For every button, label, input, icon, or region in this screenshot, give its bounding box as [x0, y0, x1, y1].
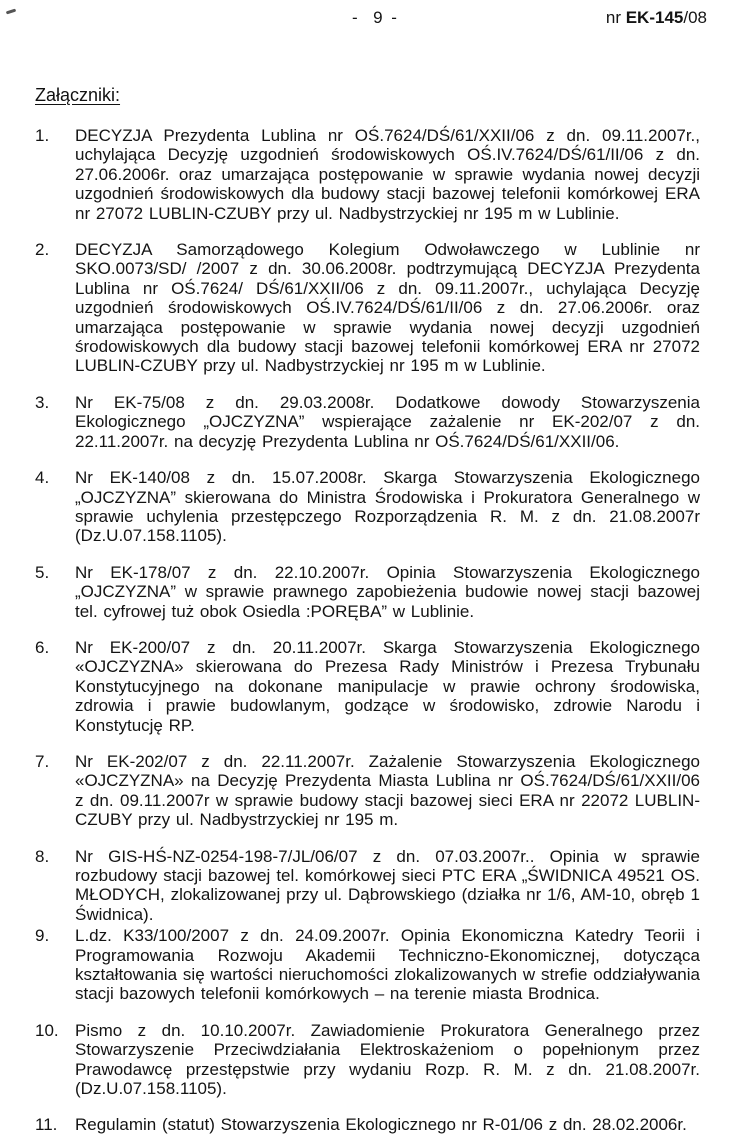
attachment-number: 4.	[35, 468, 50, 488]
attachment-item	[35, 126, 700, 223]
document-number-prefix: nr	[605, 8, 626, 27]
attachment-text: Nr EK-200/07 z dn. 20.11.2007r. Skarga Stowarzyszenia Ekologicznego «OJCZYZNA» skierowana do Prezesa Rady Ministrów i Prezesa Trybunału Konstytucyjnego na dokonane manipulacje w prawie ochrony środowiska, zdrowia i prawie budowlanym, godzące w środowisko, zdrowie Narodu i Konstytucję RP.	[75, 637, 700, 735]
document-number-bold: EK-145	[625, 8, 684, 27]
attachment-text: DECYZJA Prezydenta Lublina nr OŚ.7624/DŚ/61/XXII/06 z dn. 09.11.2007r., uchylająca Decyzję uzgodnień środowiskowych OŚ.IV.7624/DŚ/61/II/06 z dn. 27.06.2006r. oraz umarzająca postępowanie w sprawie wydania nowej decyzji uzgodnień środowiskowych dla budowy stacji bazowej telefonii komórkowej ERA nr 27072 LUBLIN-CZUBY przy ul. Nadbystrzyckiej nr 195 m w Lublinie.	[75, 126, 700, 223]
attachments-heading: Załączniki:	[35, 85, 121, 105]
attachment-number: 11.	[35, 1115, 58, 1135]
attachment-item	[35, 563, 700, 621]
attachment-item	[35, 1115, 700, 1134]
attachment-number: 10.	[35, 1020, 59, 1040]
attachment-number: 8.	[35, 846, 50, 866]
attachment-item	[35, 638, 700, 735]
attachment-item	[35, 752, 700, 830]
attachment-item	[35, 1021, 700, 1099]
attachment-text: Nr EK-140/08 z dn. 15.07.2008r. Skarga Stowarzyszenia Ekologicznego „OJCZYZNA” skierowana do Ministra Środowiska i Prokuratora Generalnego w sprawie uchylenia przestępczego Rozporządzenia R. M. z dn. 21.08.2007r (Dz.U.07.158.1105).	[75, 468, 700, 546]
attachment-number: 2.	[35, 240, 50, 260]
attachment-item	[35, 393, 700, 451]
attachment-number: 9.	[35, 926, 50, 946]
attachment-text: Regulamin (statut) Stowarzyszenia Ekologicznego nr R-01/06 z dn. 28.02.2006r.	[75, 1115, 687, 1135]
attachment-text: Pismo z dn. 10.10.2007r. Zawiadomienie Prokuratora Generalnego przez Stowarzyszenie Przeciwdziałania Elektroskażeniom o popełnionym przez Prawodawcę przestępstwie przy wydaniu Rozp. R. M. z dn. 21.08.2007r. (Dz.U.07.158.1105).	[75, 1020, 700, 1099]
attachment-number: 5.	[35, 562, 50, 582]
attachment-text: Nr GIS-HŚ-NZ-0254-198-7/JL/06/07 z dn. 07.03.2007r.. Opinia w sprawie rozbudowy stacji bazowej tel. komórkowej sieci PTC ERA „ŚWIDNICA 49521 OS. MŁODYCH, zlokalizowanej przy ul. Dąbrowskiego (działka nr 1/6, AM-10, obręb 1 Świdnica).	[75, 846, 700, 924]
document-number-suffix: /08	[683, 8, 707, 27]
attachment-text: Nr EK-178/07 z dn. 22.10.2007r. Opinia Stowarzyszenia Ekologicznego „OJCZYZNA” w sprawie prawnego zapobieżenia budowie nowej stacji bazowej tel. cyfrowej tuż obok Osiedla :PORĘBA” w Lublinie.	[75, 562, 700, 621]
attachment-item	[35, 240, 700, 376]
attachment-text: Nr EK-202/07 z dn. 22.11.2007r. Zażalenie Stowarzyszenia Ekologicznego «OJCZYZNA» na Decyzję Prezydenta Miasta Lublina nr OŚ.7624/DŚ/61/XXII/06 z dn. 09.11.2007r w sprawie budowy stacji bazowej sieci ERA nr 22072 LUBLIN-CZUBY przy ul. Nadbystrzyckiej nr 195 m.	[75, 751, 700, 830]
attachment-number: 3.	[35, 392, 50, 412]
attachment-number: 6.	[35, 637, 50, 657]
page-header	[0, 8, 729, 32]
attachment-number: 7.	[35, 751, 50, 771]
attachment-text: Nr EK-75/08 z dn. 29.03.2008r. Dodatkowe dowody Stowarzyszenia Ekologicznego „OJCZYZNA” wspierające zażalenie nr EK-202/07 z dn. 22.11.2007r. na decyzję Prezydenta Lublina nr OŚ.7624/DŚ/61/XXII/06.	[75, 392, 700, 451]
attachment-text: DECYZJA Samorządowego Kolegium Odwoławczego w Lublinie nr SKO.0073/SD/ /2007 z dn. 30.06.2008r. podtrzymującą DECYZJA Prezydenta Lublina nr OŚ.7624/ DŚ/61/XXII/06 z dn. 09.11.2007r., uchylająca Decyzję uzgodnień środowiskowych OŚ.IV.7624/DŚ/61/II/06 z dn. 27.06.2006r. oraz umarzająca postępowanie w sprawie wydania nowej decyzji uzgodnień środowiskowych dla budowy stacji bazowej telefonii komórkowej ERA nr 27072 LUBLIN-CZUBY przy ul. Nadbystrzyckiej nr 195 m w Lublinie.	[75, 240, 700, 376]
attachment-number: 1.	[35, 126, 50, 145]
attachment-item	[35, 468, 700, 546]
attachment-item	[35, 926, 700, 1004]
document-body	[35, 84, 700, 1135]
document-number	[606, 8, 707, 28]
page-number: - 9 -	[352, 8, 399, 27]
attachment-item	[35, 847, 700, 925]
attachment-text: L.dz. K33/100/2007 z dn. 24.09.2007r. Opinia Ekonomiczna Katedry Teorii i Programowania Rozwoju Akademii Techniczno-Ekonomicznej, dotycząca kształtowania się wartości nieruchomości zlokalizowanych w strefie oddziaływania stacji bazowych telefonii komórkowych – na terenie miasta Brodnica.	[75, 926, 700, 1004]
attachments-list	[35, 126, 700, 1135]
